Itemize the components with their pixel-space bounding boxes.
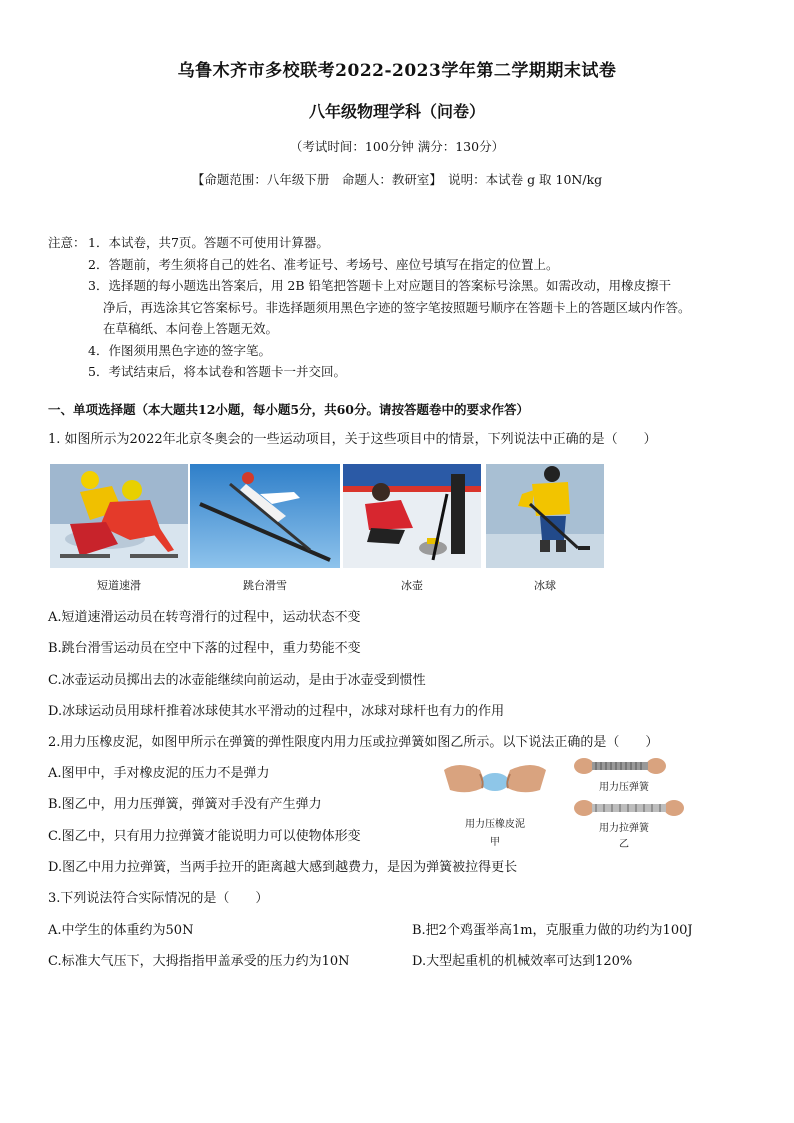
q3-option-c: C.标准大气压下，大拇指指甲盖承受的压力约为10N — [48, 954, 350, 969]
note-item: 在草稿纸、本问卷上答题无效。 — [103, 321, 279, 336]
caption-ice-hockey: 冰球 — [534, 579, 556, 592]
question-1-stem: 1. 如图所示为2022年北京冬奥会的一些运动项目，关于这些项目中的情景，下列说法中正确的是（ ） — [48, 432, 657, 447]
note-item: 4．作图须用黑色字迹的签字笔。 — [88, 342, 271, 358]
exam-scope: 【命题范围：八年级下册 命题人：教研室】 说明：本试卷 g 取 10N/kg — [191, 172, 603, 187]
q3-option-b: B.把2个鸡蛋举高1m，克服重力做的功约为100J — [412, 923, 693, 938]
caption-jia: 甲 — [490, 837, 500, 848]
notes-block — [48, 232, 758, 383]
q1-option-b: B.跳台滑雪运动员在空中下落的过程中，重力势能不变 — [48, 641, 361, 656]
q1-option-d: D.冰球运动员用球杆推着冰球使其水平滑动的过程中，冰球对球杆也有力的作用 — [48, 704, 505, 719]
q2-option-d: D.图乙中用力拉弹簧，当两手拉开的距离越大感到越费力，是因为弹簧被拉得更长 — [48, 860, 518, 875]
caption-pull-spring: 用力拉弹簧 — [599, 823, 649, 834]
press-clay-figure — [440, 756, 550, 808]
q3-option-a: A.中学生的体重约为50N — [48, 923, 194, 938]
exam-title: 乌鲁木齐市多校联考2022-2023学年第二学期期末试卷 — [177, 61, 617, 81]
note-item: 1．本试卷，共7页。答题不可使用计算器。 — [88, 235, 329, 250]
note-item: 2．答题前，考生须将自己的姓名、准考证号、考场号、座位号填写在指定的位置上。 — [88, 256, 559, 272]
exam-subtitle: 八年级物理学科（问卷） — [308, 102, 485, 121]
ice-hockey-photo — [486, 464, 604, 568]
notes-lead: 注意： — [48, 235, 86, 250]
caption-yi: 乙 — [619, 839, 629, 850]
caption-press-spring: 用力压弹簧 — [599, 782, 649, 793]
note-item: 3．选择题的每小题选出答案后，用 2B 铅笔把答题卡上对应题目的答案标号涂黑。如需改动，用橡皮擦干 — [88, 278, 672, 293]
q3-option-d: D.大型起重机的机械效率可达到120% — [412, 954, 633, 969]
pull-spring-figure — [574, 798, 684, 818]
caption-ski-jump: 跳台滑雪 — [243, 579, 287, 592]
question-2-stem: 2.用力压橡皮泥，如图甲所示在弹簧的弹性限度内用力压或拉弹簧如图乙所示。以下说法正确的是（ ） — [48, 735, 659, 750]
press-spring-figure — [574, 756, 666, 776]
curling-photo — [343, 464, 481, 568]
q2-option-b: B.图乙中，用力压弹簧，弹簧对手没有产生弹力 — [48, 797, 322, 812]
exam-time: （考试时间：100分钟 满分：130分） — [289, 139, 505, 154]
caption-press-clay: 用力压橡皮泥 — [465, 819, 525, 830]
short-track-photo — [50, 464, 188, 568]
caption-short-track: 短道速滑 — [97, 579, 141, 592]
q1-option-c: C.冰壶运动员掷出去的冰壶能继续向前运动，是由于冰壶受到惯性 — [48, 673, 426, 688]
note-item: 净后，再选涂其它答案标号。非选择题须用黑色字迹的签字笔按照题号顺序在答题卡上的答题区域内作答。 — [103, 299, 691, 315]
note-item: 5．考试结束后，将本试卷和答题卡一并交回。 — [88, 364, 346, 379]
q1-option-a: A.短道速滑运动员在转弯滑行的过程中，运动状态不变 — [48, 610, 361, 625]
question-3-stem: 3.下列说法符合实际情况的是（ ） — [48, 891, 269, 906]
section-title: 一、单项选择题（本大题共12小题，每小题5分，共60分。请按答题卷中的要求作答） — [48, 402, 529, 417]
q2-option-c: C.图乙中，只有用力拉弹簧才能说明力可以使物体形变 — [48, 829, 361, 844]
ski-jump-photo — [190, 464, 340, 568]
q2-option-a: A.图甲中，手对橡皮泥的压力不是弹力 — [48, 766, 270, 781]
caption-curling: 冰壶 — [401, 579, 423, 592]
note-row — [48, 232, 758, 254]
